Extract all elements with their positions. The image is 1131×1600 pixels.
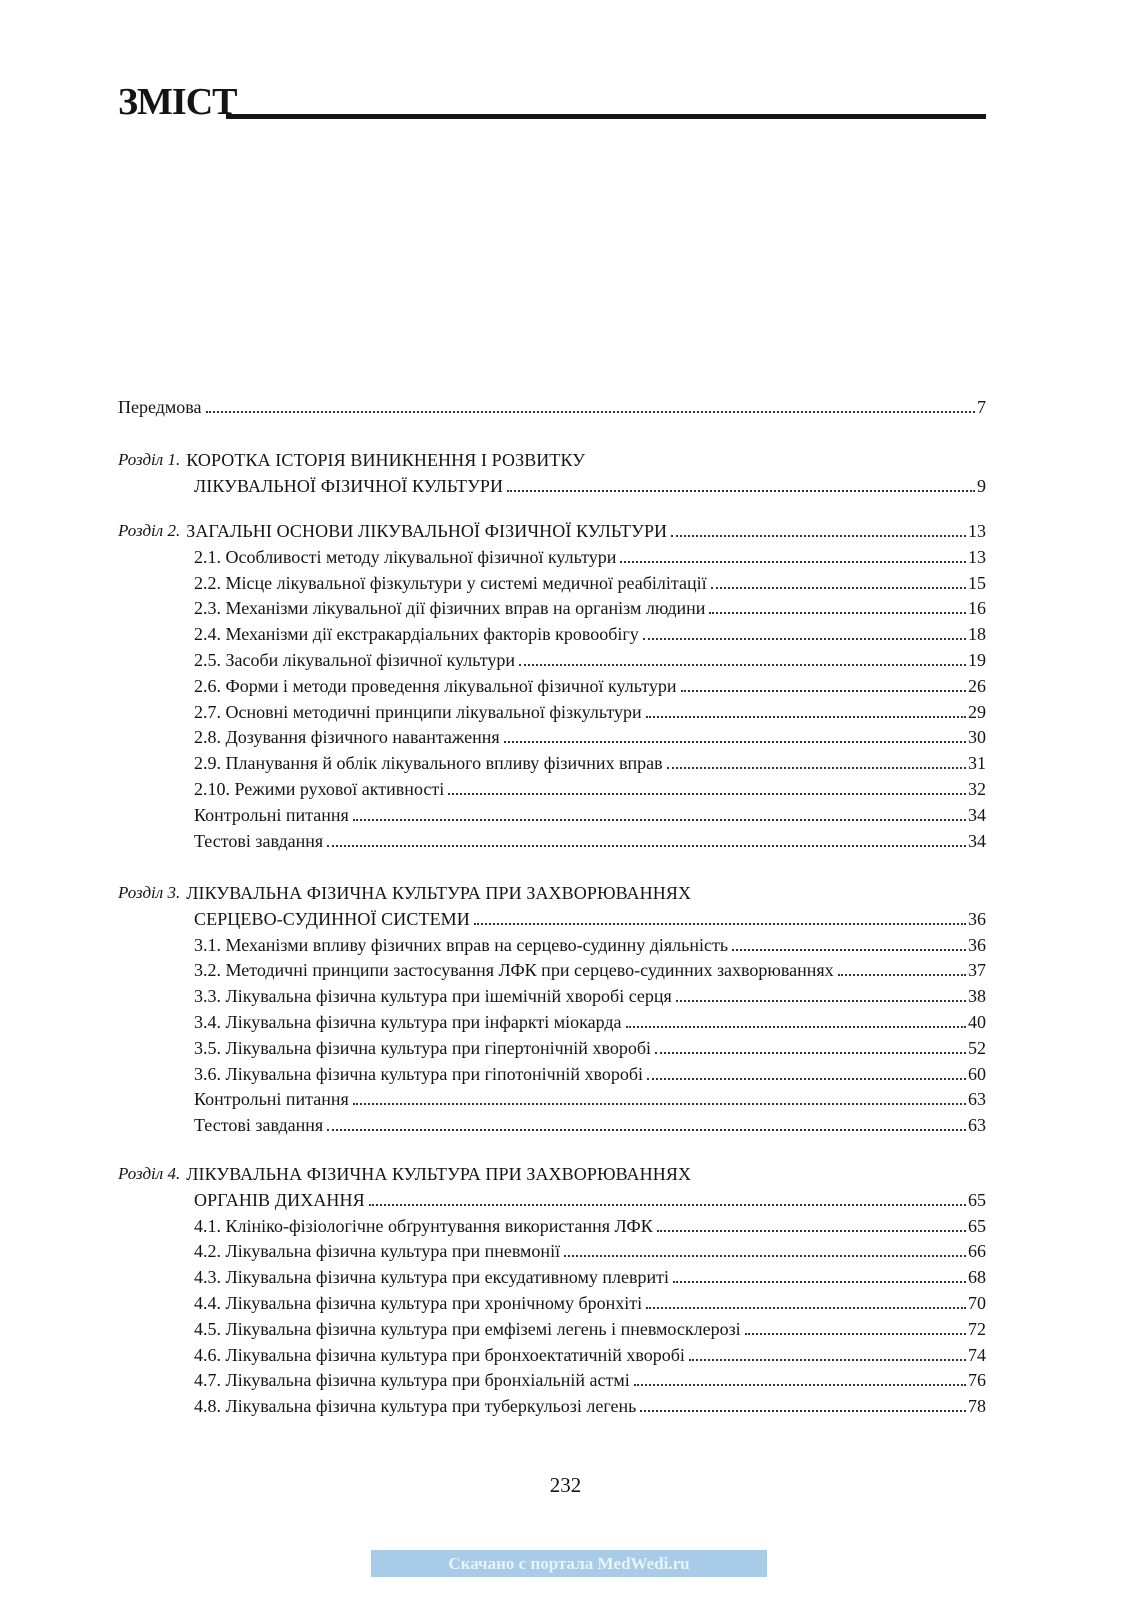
toc-page-number: 76 [968,1370,986,1391]
toc-entry-label: 4.7. Лікувальна фізична культура при бронхіальній астмі [194,1370,630,1391]
toc-entry-label: 2.9. Планування й облік лікувального впливу фізичних вправ [194,753,663,774]
toc-entry[interactable] [194,593,986,619]
toc-entry-label: 4.5. Лікувальна фізична культура при емфіземі легень і пневмосклерозі [194,1318,741,1339]
toc-page-number: 18 [968,624,986,645]
dot-leader [519,664,966,666]
toc-page-number: 72 [968,1318,986,1339]
toc-entry-label: 2.7. Основні методичні принципи лікувальної фізкультури [194,701,642,722]
toc-entry[interactable] [194,1033,986,1059]
toc-entry[interactable] [194,1314,986,1340]
toc-page-number: 40 [968,1012,986,1032]
toc-page-number: 78 [968,1396,986,1417]
toc-entry[interactable] [194,955,986,981]
toc-entry[interactable] [118,516,986,542]
toc-page-number: 65 [968,1189,986,1210]
toc-entry[interactable] [118,445,986,471]
dot-leader [657,1230,966,1232]
toc-entry[interactable] [194,697,986,723]
dot-leader [620,561,966,563]
toc-entry[interactable] [118,1159,986,1185]
toc-page-number: 66 [968,1241,986,1262]
toc-page-number: 9 [977,475,986,496]
toc-entry[interactable] [118,392,986,418]
dot-leader [711,587,966,589]
toc-entry-label: 2.10. Режими рухової активності [194,779,445,799]
chapter-title: ЗАГАЛЬНІ ОСНОВИ ЛІКУВАЛЬНОЇ ФІЗИЧНОЇ КУЛЬТУРИ [186,521,668,541]
toc-entry-label: 4.8. Лікувальна фізична культура при туберкульозі легень [194,1396,637,1417]
dot-leader [673,1281,966,1283]
dot-leader [838,974,966,976]
dot-leader [564,1255,966,1257]
toc-entry-label: 2.2. Місце лікувальної фізкультури у системі медичної реабілітації [194,572,707,593]
toc-entry[interactable] [194,1236,986,1262]
toc-entry-label: 3.3. Лікувальна фізична культура при ішемічній хворобі серця [194,986,672,1007]
toc-page-number: 16 [968,598,986,619]
toc-entry-label: 3.5. Лікувальна фізична культура при гіпертонічній хворобі [194,1037,651,1058]
toc-entry[interactable] [194,930,986,956]
dot-leader [369,1204,966,1206]
title-rule [226,114,986,119]
toc-entry-label: 4.1. Клініко-фізіологічне обґрунтування використання ЛФК [194,1215,653,1236]
toc-entry[interactable] [118,878,986,904]
dot-leader [689,1359,966,1361]
dot-leader [745,1333,966,1335]
dot-leader [353,1103,966,1105]
chapter-prefix: Розділ 3. [118,883,181,902]
toc-entry-label: Контрольні питання [194,1089,349,1110]
toc-entry[interactable] [194,774,986,800]
toc-entry-label: Контрольні питання [194,804,349,825]
dot-leader [206,411,975,413]
toc-page-number: 26 [968,675,986,696]
chapter-title: ОРГАНІВ ДИХАННЯ [194,1189,365,1210]
toc-page-number: 65 [968,1215,986,1236]
toc-entry[interactable] [194,1391,986,1417]
toc-entry-label: 4.4. Лікувальна фізична культура при хронічному бронхіті [194,1293,643,1313]
dot-leader [634,1384,966,1386]
toc-page-number: 30 [968,727,986,748]
toc-page-number: 52 [968,1037,986,1058]
chapter-prefix: Розділ 2. [118,521,181,540]
toc-page-number: 38 [968,986,986,1007]
toc-page-number: 31 [968,753,986,774]
toc-entry[interactable] [194,826,986,852]
page-number: 232 [549,1473,582,1497]
dot-leader [681,690,967,692]
toc-entry[interactable] [194,722,986,748]
toc-entry-label: 4.3. Лікувальна фізична культура при ексудативному плевриті [194,1267,669,1288]
dot-leader [647,1078,966,1080]
dot-leader [327,1129,966,1131]
dot-leader [646,1307,966,1309]
toc-entry[interactable] [194,1262,986,1288]
toc-page-number: 15 [968,572,986,593]
toc-page-number: 34 [968,804,986,825]
toc-entry[interactable] [194,619,986,645]
toc-entry[interactable] [194,471,986,497]
toc-page-number: 70 [968,1293,986,1313]
toc-entry[interactable] [194,1288,986,1314]
dot-leader [709,612,966,614]
chapter-prefix: Розділ 1. [118,450,181,469]
dot-leader [732,949,966,951]
toc-entry-label: Тестові завдання [194,830,324,851]
dot-leader [327,845,966,847]
toc-entry[interactable] [194,1340,986,1366]
toc-page-number: 37 [968,960,986,981]
watermark-banner: Скачано с портала MedWedi.ru [371,1550,767,1577]
toc-entry[interactable] [194,1211,986,1237]
toc-entry-label: 3.2. Методичні принципи застосування ЛФК при серцево-судинних захворюваннях [194,960,834,981]
toc-entry-label: 3.1. Механізми впливу фізичних вправ на серцево-судинну діяльність [194,934,729,955]
chapter-title: ЛІКУВАЛЬНА ФІЗИЧНА КУЛЬТУРА ПРИ ЗАХВОРЮВАННЯХ [186,1164,692,1184]
toc-entry[interactable] [194,800,986,826]
toc-page-number: 13 [968,521,986,541]
dot-leader [643,638,966,640]
toc-page-number: 19 [968,650,986,670]
dot-leader [504,741,966,743]
toc-entry-label: 2.6. Форми і методи проведення лікувальної фізичної культури [194,675,677,696]
toc-page-number: 60 [968,1063,986,1084]
toc-page-number: 32 [968,779,986,799]
toc-entry[interactable] [194,1185,986,1211]
dot-leader [353,819,966,821]
toc-page-number: 68 [968,1267,986,1288]
toc-entry[interactable] [194,981,986,1007]
dot-leader [474,923,966,925]
toc-entry[interactable] [194,1007,986,1033]
toc-entry[interactable] [194,904,986,930]
toc-entry[interactable] [194,568,986,594]
toc-entry-label: 2.3. Механізми лікувальної дії фізичних вправ на організм людини [194,598,706,619]
toc-page-number: 63 [968,1089,986,1110]
toc-entry[interactable] [194,748,986,774]
page-header [118,82,986,122]
toc-entry[interactable] [194,1110,986,1136]
dot-leader [646,716,966,718]
toc-entry[interactable] [194,1365,986,1391]
chapter-title: КОРОТКА ІСТОРІЯ ВИНИКНЕННЯ І РОЗВИТКУ [186,450,586,470]
toc-entry[interactable] [194,542,986,568]
toc-page-number: 34 [968,830,986,851]
dot-leader [676,1000,966,1002]
toc-entry[interactable] [194,1084,986,1110]
toc-page-number: 13 [968,546,986,567]
page-title: ЗМІСТ [118,81,237,123]
toc-entry-label: Передмова [118,397,202,417]
toc-page-number: 36 [968,934,986,955]
dot-leader [640,1410,966,1412]
dot-leader [667,767,966,769]
toc-page-number: 29 [968,701,986,722]
chapter-prefix: Розділ 4. [118,1164,181,1183]
toc-entry[interactable] [194,645,986,671]
dot-leader [448,793,966,795]
dot-leader [655,1052,966,1054]
toc-entry-label: 2.4. Механізми дії екстракардіальних факторів кровообігу [194,624,639,645]
dot-leader [671,535,966,537]
toc-entry-label: 3.4. Лікувальна фізична культура при інфаркті міокарда [194,1012,622,1032]
chapter-title: ЛІКУВАЛЬНА ФІЗИЧНА КУЛЬТУРА ПРИ ЗАХВОРЮВАННЯХ [186,883,692,903]
toc-entry-label: 4.6. Лікувальна фізична культура при бронхоектатичній хворобі [194,1344,685,1365]
chapter-title: СЕРЦЕВО-СУДИННОЇ СИСТЕМИ [194,908,470,929]
toc-entry-label: Тестові завдання [194,1115,324,1136]
dot-leader [507,490,975,492]
dot-leader [626,1026,966,1028]
toc-entry[interactable] [194,1059,986,1085]
chapter-title: ЛІКУВАЛЬНОЇ ФІЗИЧНОЇ КУЛЬТУРИ [194,475,504,496]
toc-page-number: 63 [968,1115,986,1136]
toc-entry[interactable] [194,671,986,697]
toc-entry-label: 4.2. Лікувальна фізична культура при пневмонії [194,1241,561,1262]
toc-entry-label: 2.8. Дозування фізичного навантаження [194,727,500,748]
toc-page-number: 74 [968,1344,986,1365]
toc-page-number: 36 [968,908,986,929]
toc-entry-label: 3.6. Лікувальна фізична культура при гіпотонічній хворобі [194,1063,643,1084]
toc-entry-label: 2.5. Засоби лікувальної фізичної культури [194,650,516,670]
toc-page-number: 7 [977,397,986,417]
toc-entry-label: 2.1. Особливості методу лікувальної фізичної культури [194,546,617,567]
